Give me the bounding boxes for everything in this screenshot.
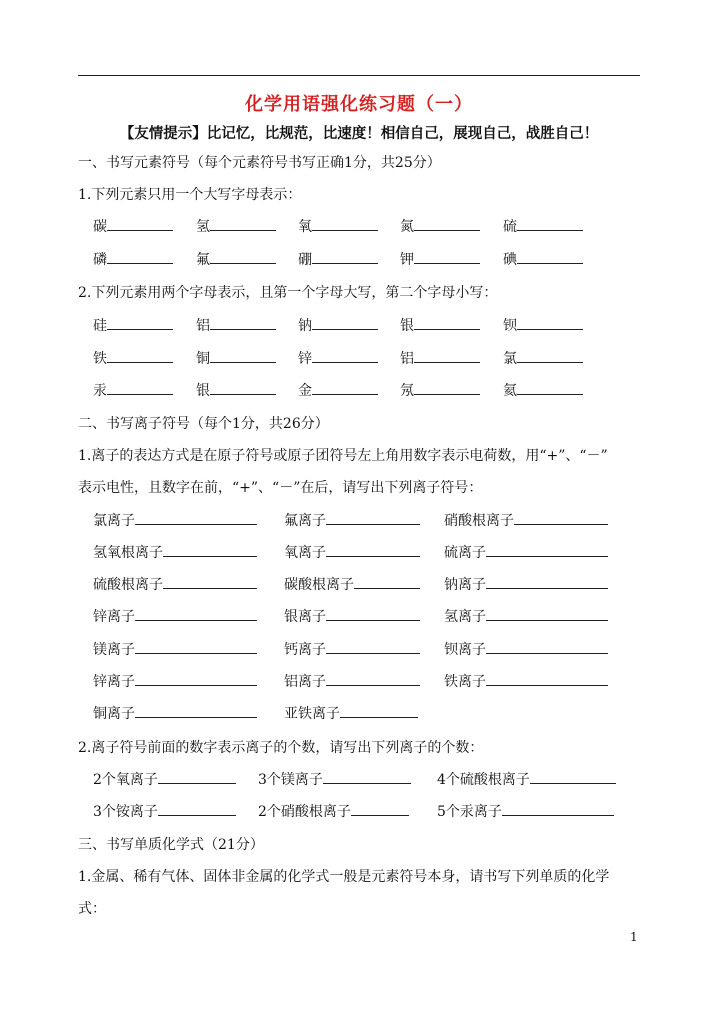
page-number: 1 xyxy=(630,930,638,944)
answer-blank[interactable] xyxy=(351,801,409,816)
section2-q2-text: 2.离子符号前面的数字表示离子的个数，请写出下列离子的个数： xyxy=(78,740,484,756)
answer-blank[interactable] xyxy=(210,315,276,330)
element-item: 碘 xyxy=(503,249,583,269)
element-item: 氦 xyxy=(503,380,583,400)
answer-blank[interactable] xyxy=(312,380,378,395)
section1-q2-text: 2.下列元素用两个字母表示，且第一个字母大写，第二个字母小写： xyxy=(78,285,498,301)
header-rule xyxy=(78,75,640,76)
element-item: 钡 xyxy=(503,315,583,335)
ion-item: 铁离子 xyxy=(444,671,608,691)
element-item: 氟 xyxy=(196,249,276,269)
answer-blank[interactable] xyxy=(514,510,608,525)
element-item: 银 xyxy=(400,315,480,335)
answer-blank[interactable] xyxy=(354,574,420,589)
element-item: 铝 xyxy=(400,348,480,368)
count-item: 3个铵离子 xyxy=(93,801,236,821)
answer-blank[interactable] xyxy=(326,671,420,686)
element-item: 氖 xyxy=(400,380,480,400)
answer-blank[interactable] xyxy=(210,348,276,363)
answer-blank[interactable] xyxy=(135,639,257,654)
section3-q1-line1: 1.金属、稀有气体、固体非金属的化学式一般是元素符号本身，请书写下列单质的化学 xyxy=(78,869,610,885)
section3-heading: 三、书写单质化学式（21分） xyxy=(78,837,264,853)
section2-q1-text-line2: 表示电性，且数字在前，“+”、“－”在后，请写出下列离子符号： xyxy=(78,480,483,496)
answer-blank[interactable] xyxy=(340,703,418,718)
answer-blank[interactable] xyxy=(312,315,378,330)
element-item: 金 xyxy=(298,380,378,400)
element-item: 钾 xyxy=(400,249,480,269)
count-item: 5个汞离子 xyxy=(437,801,614,821)
ion-item: 氢离子 xyxy=(444,606,608,626)
ion-item: 钠离子 xyxy=(444,574,608,594)
answer-blank[interactable] xyxy=(158,801,236,816)
answer-blank[interactable] xyxy=(486,671,608,686)
ion-item: 硫酸根离子 xyxy=(93,574,257,594)
answer-blank[interactable] xyxy=(135,606,257,621)
count-item: 2个氧离子 xyxy=(93,769,236,789)
ion-item: 铝离子 xyxy=(284,671,420,691)
answer-blank[interactable] xyxy=(326,510,420,525)
ion-item: 氟离子 xyxy=(284,510,420,530)
answer-blank[interactable] xyxy=(486,639,608,654)
answer-blank[interactable] xyxy=(486,574,608,589)
element-item: 硅 xyxy=(93,315,173,335)
section1-heading: 一、书写元素符号（每个元素符号书写正确1分，共25分） xyxy=(78,155,441,171)
ion-item: 氯离子 xyxy=(93,510,257,530)
answer-blank[interactable] xyxy=(107,315,173,330)
answer-blank[interactable] xyxy=(163,574,257,589)
section3-q1-line2: 式： xyxy=(78,901,106,917)
answer-blank[interactable] xyxy=(135,703,257,718)
answer-blank[interactable] xyxy=(414,315,480,330)
section2-heading: 二、书写离子符号（每个1分，共26分） xyxy=(78,416,329,432)
ion-item: 镁离子 xyxy=(93,639,257,659)
ion-item: 硝酸根离子 xyxy=(444,510,608,530)
ion-item: 氧离子 xyxy=(284,542,420,562)
answer-blank[interactable] xyxy=(517,216,583,231)
ion-item: 亚铁离子 xyxy=(284,703,418,723)
answer-blank[interactable] xyxy=(107,380,173,395)
answer-blank[interactable] xyxy=(135,671,257,686)
section2-q1-text-line1: 1.离子的表达方式是在原子符号或原子团符号左上角用数字表示电荷数，用“+”、“－” xyxy=(78,448,608,464)
answer-blank[interactable] xyxy=(502,801,614,816)
answer-blank[interactable] xyxy=(210,216,276,231)
ion-item: 硫离子 xyxy=(444,542,608,562)
ion-item: 钙离子 xyxy=(284,639,420,659)
section1-q1-text: 1.下列元素只用一个大写字母表示： xyxy=(78,187,302,203)
element-item: 硼 xyxy=(298,249,378,269)
element-item: 银 xyxy=(196,380,276,400)
answer-blank[interactable] xyxy=(312,348,378,363)
answer-blank[interactable] xyxy=(486,542,608,557)
element-item: 氢 xyxy=(196,216,276,236)
ion-item: 锌离子 xyxy=(93,671,257,691)
element-item: 硫 xyxy=(503,216,583,236)
answer-blank[interactable] xyxy=(107,348,173,363)
answer-blank[interactable] xyxy=(312,249,378,264)
element-item: 氧 xyxy=(298,216,378,236)
answer-blank[interactable] xyxy=(414,380,480,395)
ion-item: 碳酸根离子 xyxy=(284,574,420,594)
count-item: 2个硝酸根离子 xyxy=(258,801,409,821)
ion-item: 钡离子 xyxy=(444,639,608,659)
answer-blank[interactable] xyxy=(107,249,173,264)
answer-blank[interactable] xyxy=(312,216,378,231)
element-item: 锌 xyxy=(298,348,378,368)
element-item: 铁 xyxy=(93,348,173,368)
element-item: 碳 xyxy=(93,216,173,236)
element-item: 汞 xyxy=(93,380,173,400)
answer-blank[interactable] xyxy=(326,542,420,557)
answer-blank[interactable] xyxy=(414,216,480,231)
answer-blank[interactable] xyxy=(158,769,236,784)
element-item: 磷 xyxy=(93,249,173,269)
ion-item: 锌离子 xyxy=(93,606,257,626)
answer-blank[interactable] xyxy=(107,216,173,231)
friendly-tip: 【友情提示】比记忆，比规范，比速度！相信自己，展现自己，战胜自己！ xyxy=(119,126,599,142)
answer-blank[interactable] xyxy=(135,510,257,525)
answer-blank[interactable] xyxy=(517,249,583,264)
count-item: 4个硫酸根离子 xyxy=(437,769,616,789)
answer-blank[interactable] xyxy=(517,315,583,330)
page-title: 化学用语强化练习题（一） xyxy=(245,94,473,115)
ion-item: 银离子 xyxy=(284,606,420,626)
answer-blank[interactable] xyxy=(326,639,420,654)
answer-blank[interactable] xyxy=(323,769,411,784)
element-item: 铜 xyxy=(196,348,276,368)
ion-item: 氢氧根离子 xyxy=(93,542,257,562)
answer-blank[interactable] xyxy=(414,348,480,363)
answer-blank[interactable] xyxy=(414,249,480,264)
answer-blank[interactable] xyxy=(163,542,257,557)
answer-blank[interactable] xyxy=(326,606,420,621)
answer-blank[interactable] xyxy=(486,606,608,621)
count-item: 3个镁离子 xyxy=(258,769,411,789)
answer-blank[interactable] xyxy=(530,769,616,784)
ion-item: 铜离子 xyxy=(93,703,257,723)
answer-blank[interactable] xyxy=(517,380,583,395)
element-item: 钠 xyxy=(298,315,378,335)
answer-blank[interactable] xyxy=(210,380,276,395)
element-item: 氮 xyxy=(400,216,480,236)
answer-blank[interactable] xyxy=(210,249,276,264)
answer-blank[interactable] xyxy=(517,348,583,363)
element-item: 铝 xyxy=(196,315,276,335)
element-item: 氯 xyxy=(503,348,583,368)
